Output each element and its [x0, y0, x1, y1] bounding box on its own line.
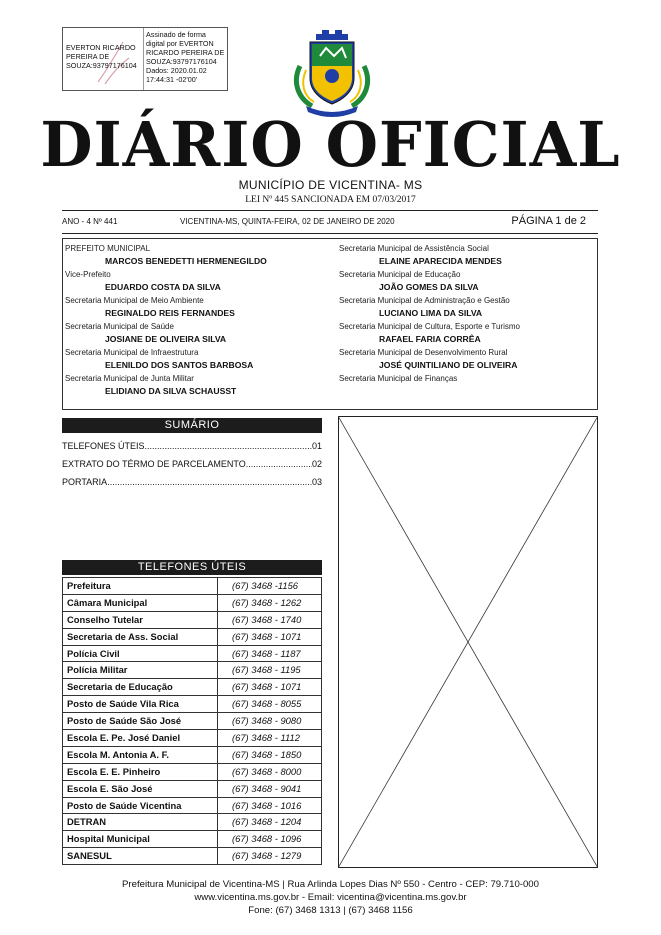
toc-title: TELEFONES ÚTEIS — [62, 441, 145, 451]
table-row — [63, 848, 322, 865]
phone-name: Escola E. São José — [63, 780, 218, 797]
table-row — [63, 730, 322, 747]
phone-name: Posto de Saúde São José — [63, 713, 218, 730]
phone-number: (67) 3468 - 8000 — [218, 763, 322, 780]
footer-address: Prefeitura Municipal de Vicentina-MS | Rua Arlinda Lopes Dias Nº 550 - Centro - CEP: 79.710-000 — [122, 879, 539, 890]
toc-page: 02 — [311, 459, 322, 469]
phone-number: (67) 3468 - 1204 — [218, 814, 322, 831]
phone-name: Hospital Municipal — [63, 831, 218, 848]
toc-entry[interactable] — [62, 437, 322, 455]
signature-details — [146, 30, 228, 84]
official-role: Secretaria Municipal de Desenvolvimento Rural — [339, 348, 508, 357]
digital-signature-box — [62, 27, 228, 91]
phone-name: Polícia Civil — [63, 645, 218, 662]
officials-box — [62, 238, 598, 410]
table-of-contents — [62, 437, 322, 491]
page-indicator: PÁGINA 1 de 2 — [511, 215, 586, 227]
table-row — [63, 628, 322, 645]
table-row — [63, 679, 322, 696]
phone-name: SANESUL — [63, 848, 218, 865]
table-row — [63, 696, 322, 713]
toc-entry[interactable] — [62, 455, 322, 473]
phone-name: Posto de Saúde Vila Rica — [63, 696, 218, 713]
phone-number: (67) 3468 - 9080 — [218, 713, 322, 730]
phone-table — [62, 577, 322, 865]
toc-entry[interactable] — [62, 473, 322, 491]
signer-line: SOUZA:93797176104 — [66, 61, 137, 70]
official-role: Secretaria Municipal de Saúde — [65, 322, 174, 331]
officials-column-right — [339, 244, 597, 384]
municipality-name: MUNICÍPIO DE VICENTINA- MS — [238, 178, 423, 192]
issue-number: ANO - 4 Nº 441 — [62, 217, 118, 226]
official-role: Secretaria Municipal de Infraestrutura — [65, 348, 199, 357]
official-role: PREFEITO MUNICIPAL — [65, 244, 151, 253]
toc-page: 01 — [311, 441, 322, 451]
phone-number: (67) 3468 - 1187 — [218, 645, 322, 662]
toc-title: PORTARIA — [62, 477, 108, 487]
phone-number: (67) 3468 - 1096 — [218, 831, 322, 848]
official-role: Secretaria Municipal de Cultura, Esporte e Turismo — [339, 322, 520, 331]
phone-name: Conselho Tutelar — [63, 611, 218, 628]
table-row — [63, 831, 322, 848]
phone-number: (67) 3468 - 1195 — [218, 662, 322, 679]
phone-name: DETRAN — [63, 814, 218, 831]
phone-number: (67) 3468 - 1262 — [218, 594, 322, 611]
official-name: JOÃO GOMES DA SILVA — [379, 282, 479, 292]
official-role: Secretaria Municipal de Administração e Gestão — [339, 296, 510, 305]
phone-name: Câmara Municipal — [63, 594, 218, 611]
phone-number: (67) 3468 - 1850 — [218, 746, 322, 763]
phone-name: Prefeitura — [63, 578, 218, 595]
phone-name: Escola E. Pe. José Daniel — [63, 730, 218, 747]
divider — [62, 210, 598, 211]
signer-line: PEREIRA DE — [66, 52, 110, 61]
official-name: REGINALDO REIS FERNANDES — [105, 308, 235, 318]
official-name: MARCOS BENEDETTI HERMENEGILDO — [105, 256, 267, 266]
official-name: LUCIANO LIMA DA SILVA — [379, 308, 483, 318]
detail-line: SOUZA:93797176104 — [146, 57, 217, 66]
phone-number: (67) 3468 - 1279 — [218, 848, 322, 865]
official-role: Secretaria Municipal de Meio Ambiente — [65, 296, 204, 305]
detail-line: RICARDO PEREIRA DE — [146, 48, 225, 57]
signer-line: EVERTON RICARDO — [66, 43, 136, 52]
toc-title: EXTRATO DO TÉRMO DE PARCELAMENTO — [62, 459, 246, 469]
phone-number: (67) 3468 - 1740 — [218, 611, 322, 628]
officials-column-left — [65, 244, 335, 400]
toc-page: 03 — [311, 477, 322, 487]
official-name: EDUARDO COSTA DA SILVA — [105, 282, 221, 292]
official-name: RAFAEL FARIA CORRÊA — [379, 334, 481, 344]
telefones-heading: TELEFONES ÚTEIS — [62, 560, 322, 575]
official-name: JOSÉ QUINTILIANO DE OLIVEIRA — [379, 360, 518, 370]
detail-line: digital por EVERTON — [146, 39, 214, 48]
official-name: ELIDIANO DA SILVA SCHAUSST — [105, 386, 237, 396]
newspaper-title: DIÁRIO OFICIAL — [40, 108, 621, 181]
phone-name: Escola M. Antonia A. F. — [63, 746, 218, 763]
phone-number: (67) 3468 - 1071 — [218, 628, 322, 645]
table-row — [63, 814, 322, 831]
official-role: Vice-Prefeito — [65, 270, 111, 279]
divider — [62, 233, 598, 234]
official-name: ELENILDO DOS SANTOS BARBOSA — [105, 360, 254, 370]
toc-leader — [145, 437, 312, 455]
table-row — [63, 611, 322, 628]
official-role: Secretaria Municipal de Junta Militar — [65, 374, 194, 383]
table-row — [63, 780, 322, 797]
table-row — [63, 594, 322, 611]
phone-number: (67) 3468 -1156 — [218, 578, 322, 595]
table-row — [63, 763, 322, 780]
signature-divider — [143, 28, 144, 90]
law-reference: LEI Nº 445 SANCIONADA EM 07/03/2017 — [245, 195, 416, 205]
phone-number: (67) 3468 - 1112 — [218, 730, 322, 747]
official-role: Secretaria Municipal de Finanças — [339, 374, 458, 383]
toc-leader — [246, 455, 312, 473]
table-row — [63, 645, 322, 662]
image-placeholder — [338, 416, 598, 868]
phone-name: Posto de Saúde Vicentina — [63, 797, 218, 814]
table-row — [63, 746, 322, 763]
table-row — [63, 797, 322, 814]
phone-name: Secretaria de Ass. Social — [63, 628, 218, 645]
signature-signer — [66, 43, 142, 70]
official-role: Secretaria Municipal de Assistência Social — [339, 244, 489, 253]
municipal-coat-of-arms-icon — [286, 26, 378, 118]
table-row — [63, 713, 322, 730]
phone-number: (67) 3468 - 9041 — [218, 780, 322, 797]
issue-dateline: VICENTINA-MS, QUINTA-FEIRA, 02 DE JANEIRO DE 2020 — [180, 217, 395, 226]
table-row — [63, 662, 322, 679]
detail-line: Assinado de forma — [146, 30, 206, 39]
phone-name: Escola E. E. Pinheiro — [63, 763, 218, 780]
page-footer — [0, 878, 661, 917]
phone-number: (67) 3468 - 1016 — [218, 797, 322, 814]
phone-name: Polícia Militar — [63, 662, 218, 679]
sumario-heading: SUMÁRIO — [62, 418, 322, 433]
phone-number: (67) 3468 - 1071 — [218, 679, 322, 696]
toc-leader — [107, 473, 312, 491]
official-name: ELAINE APARECIDA MENDES — [379, 256, 502, 266]
detail-line: Dados: 2020.01.02 — [146, 66, 207, 75]
official-name: JOSIANE DE OLIVEIRA SILVA — [105, 334, 227, 344]
official-role: Secretaria Municipal de Educação — [339, 270, 461, 279]
table-row — [63, 578, 322, 595]
footer-phones: Fone: (67) 3468 1313 | (67) 3468 1156 — [248, 905, 413, 916]
phone-number: (67) 3468 - 8055 — [218, 696, 322, 713]
footer-web-email[interactable]: www.vicentina.ms.gov.br - Email: vicentina@vicentina.ms.gov.br — [194, 892, 467, 903]
issue-info-row — [62, 212, 598, 232]
phone-name: Secretaria de Educação — [63, 679, 218, 696]
detail-line: 17:44:31 -02'00' — [146, 75, 198, 84]
